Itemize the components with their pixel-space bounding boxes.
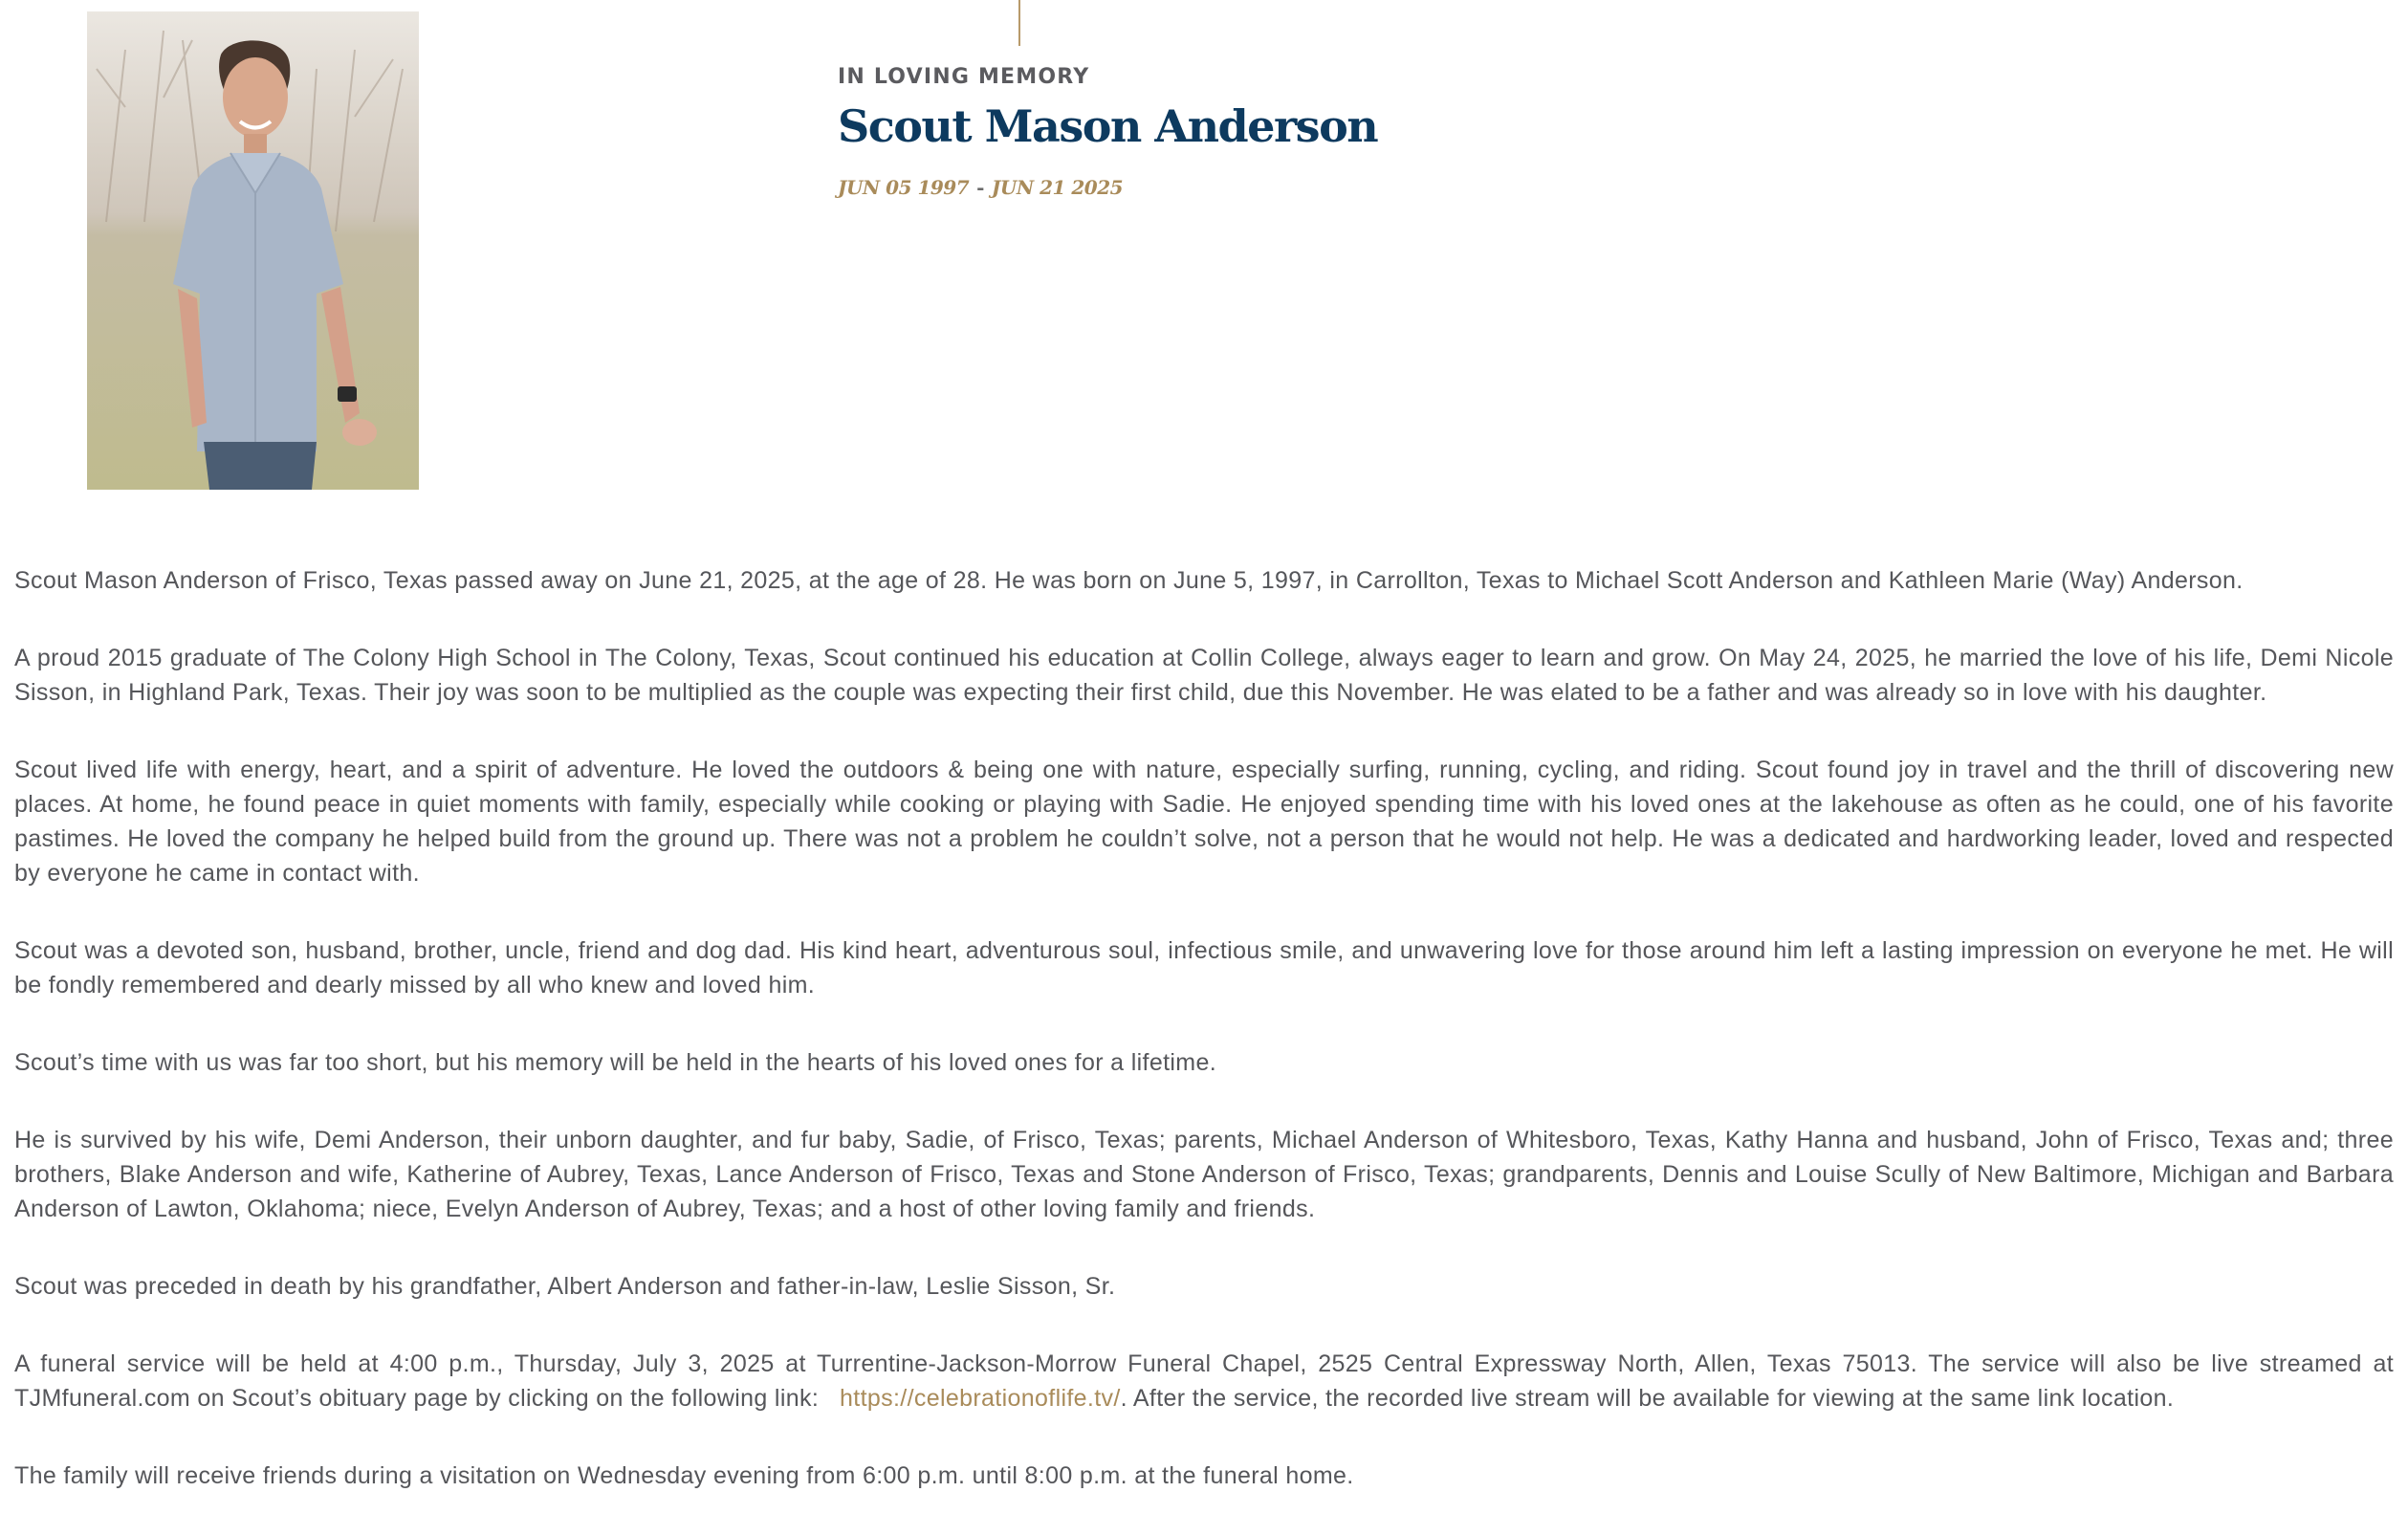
death-date: JUN 21 2025 xyxy=(991,176,1124,199)
service-text-after-link: . After the service, the recorded live stream will be available for viewing at the same link location. xyxy=(1120,1385,2175,1412)
memorial-header xyxy=(838,63,1377,201)
obituary-text xyxy=(14,563,2394,1536)
obituary-paragraph-visitation: The family will receive friends during a visitation on Wednesday evening from 6:00 p.m. until 8:00 p.m. at the funeral home. xyxy=(14,1462,1354,1489)
obituary-paragraph-preceded: Scout was preceded in death by his grandfather, Albert Anderson and father-in-law, Leslie Sisson, Sr. xyxy=(14,1273,1116,1300)
decorative-divider-line xyxy=(1018,0,1020,46)
date-separator: - xyxy=(976,176,984,199)
obituary-paragraph-birth: Scout Mason Anderson of Frisco, Texas passed away on June 21, 2025, at the age of 28. He was born on June 5, 1997, in Carrollton, Texas to Michael Scott Anderson and Kathleen Marie (Way) Anderson. xyxy=(14,567,2244,594)
deceased-name: Scout Mason Anderson xyxy=(838,100,1378,152)
livestream-link[interactable]: https://celebrationoflife.tv/ xyxy=(840,1385,1121,1412)
obituary-paragraph-life: Scout lived life with energy, heart, and a spirit of adventure. He loved the outdoors & being one with nature, especially surfing, running, cycling, and riding. Scout found joy in travel and the thrill of discovering new places. At home, he found peace in quiet moments with family, especially while cooking or playing with Sadie. He enjoyed spending time with his loved ones at the lakehouse as often as he could, one of his favorite pastimes. He loved the company he helped build from the ground up. There was not a problem he couldn’t solve, not a person that he would not help. He was a dedicated and hardworking leader, loved and respected by everyone he came in contact with. xyxy=(14,757,2394,887)
service-text: A funeral service will be held at 4:00 p.m., Thursday, July 3, 2025 at Turrentine-Jackson-Morrow Funeral Chapel, 2525 Central Expressway North, Allen, Texas 75013. The service will also be live streamed at TJMfuneral.com on Scout’s obituary page by clicking on the following link: xyxy=(14,1350,2394,1412)
obituary-paragraph-remembrance: Scout’s time with us was far too short, but his memory will be held in the hearts of his loved ones for a lifetime. xyxy=(14,1049,1217,1076)
obituary-paragraph-service xyxy=(14,1347,2394,1415)
obituary-paragraph-character: Scout was a devoted son, husband, brother, uncle, friend and dog dad. His kind heart, adventurous soul, infectious smile, and unwavering love for those around him left a lasting impression on everyone he met. He will be fondly remembered and dearly missed by all who knew and loved him. xyxy=(14,937,2394,998)
birth-date: JUN 05 1997 xyxy=(838,176,970,199)
obituary-paragraph-survivors: He is survived by his wife, Demi Anderson, their unborn daughter, and fur baby, Sadie, of Frisco, Texas; parents, Michael Anderson of Whitesboro, Texas, Kathy Hanna and husband, John of Frisco, Texas and; three brothers, Blake Anderson and wife, Katherine of Aubrey, Texas, Lance Anderson of Frisco, Texas and Stone Anderson of Frisco, Texas; grandparents, Dennis and Louise Scully of New Baltimore, Michigan and Barbara Anderson of Lawton, Oklahoma; niece, Evelyn Anderson of Aubrey, Texas; and a host of other loving family and friends. xyxy=(14,1127,2394,1222)
portrait-image xyxy=(87,11,419,490)
life-dates xyxy=(838,174,1377,201)
portrait-photo xyxy=(87,11,419,490)
in-loving-memory-label: IN LOVING MEMORY xyxy=(838,65,1090,89)
obituary-paragraph-education-marriage: A proud 2015 graduate of The Colony High School in The Colony, Texas, Scout continued his education at Collin College, always eager to learn and grow. On May 24, 2025, he married the love of his life, Demi Nicole Sisson, in Highland Park, Texas. Their joy was soon to be multiplied as the couple was expecting their first child, due this November. He was elated to be a father and was already so in love with his daughter. xyxy=(14,645,2394,706)
